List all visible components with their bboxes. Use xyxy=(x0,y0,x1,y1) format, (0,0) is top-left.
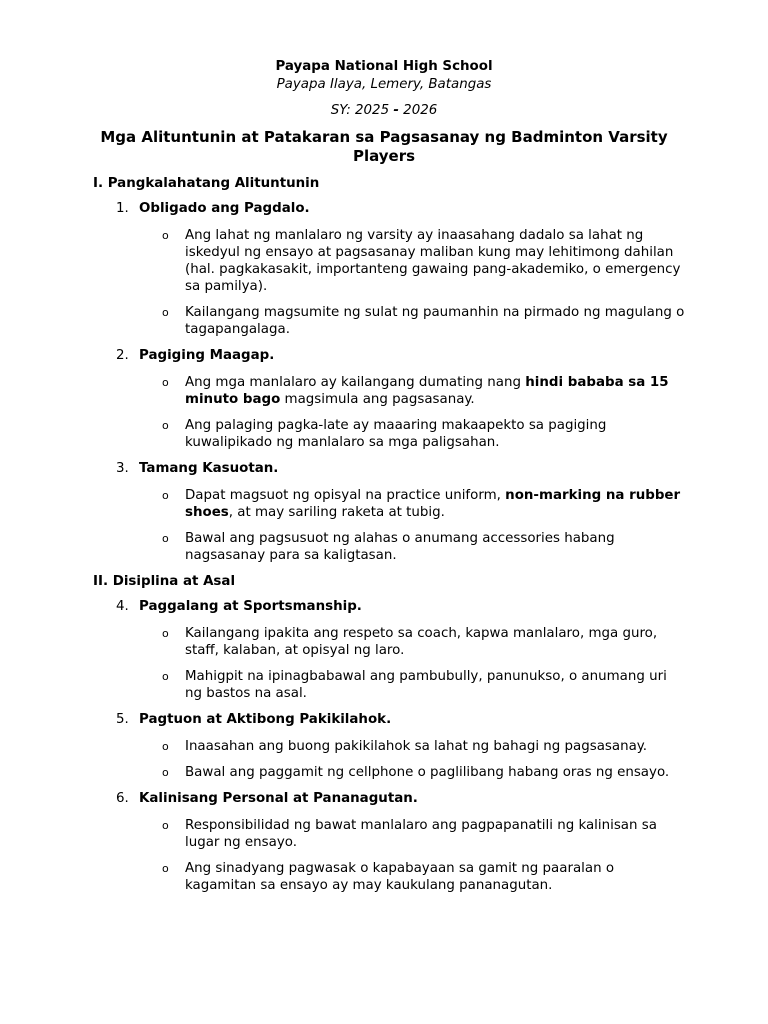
school-year-suffix: 2026 xyxy=(398,103,438,118)
bullet-circle-icon: o xyxy=(162,670,169,683)
bullet-circle-icon: o xyxy=(162,419,169,432)
bullet-circle-icon: o xyxy=(162,306,169,319)
rule-heading xyxy=(93,347,693,364)
bullet-item xyxy=(93,530,685,564)
bullet-text-part: Ang mga manlalaro ay kailangang dumating nang xyxy=(185,375,526,390)
bullet-list xyxy=(93,227,693,338)
section-heading: I. Pangkalahatang Alituntunin xyxy=(93,176,320,191)
bullet-text-emphasis: non-marking na rubber shoes xyxy=(185,488,681,520)
rule-title: Pagtuon at Aktibong Pakikilahok. xyxy=(139,712,392,727)
rule-item xyxy=(93,460,693,564)
bullet-circle-icon: o xyxy=(162,229,169,242)
rule-item xyxy=(93,200,693,338)
bullet-list xyxy=(93,625,693,702)
bullet-circle-icon: o xyxy=(162,489,169,502)
rule-number: 5. xyxy=(116,712,129,727)
rule-item xyxy=(93,711,693,781)
bullet-item xyxy=(93,817,685,851)
bullet-text: Responsibilidad ng bawat manlalaro ang pagpapanatili ng kalinisan sa lugar ng ensayo. xyxy=(185,818,657,850)
bullet-list xyxy=(93,817,693,894)
bullet-item xyxy=(93,227,685,295)
bullet-text: Ang palaging pagka-late ay maaaring makaapekto sa pagiging kuwalipikado ng manlalaro sa mga paligsahan. xyxy=(185,418,607,450)
document-header xyxy=(0,58,768,120)
bullet-item xyxy=(93,417,685,451)
bullet-text: Kailangang magsumite ng sulat ng paumanhin na pirmado ng magulang o tagapangalaga. xyxy=(185,305,685,337)
document-body xyxy=(93,175,693,903)
bullet-text xyxy=(185,375,669,407)
rule-heading xyxy=(93,711,693,728)
rule-title: Tamang Kasuotan. xyxy=(139,461,279,476)
rule-title: Paggalang at Sportsmanship. xyxy=(139,599,362,614)
bullet-circle-icon: o xyxy=(162,627,169,640)
bullet-item xyxy=(93,668,685,702)
rule-heading xyxy=(93,200,693,217)
rule-heading xyxy=(93,598,693,615)
bullet-text-part: magsimula ang pagsasanay. xyxy=(280,392,475,407)
rule-number: 4. xyxy=(116,599,129,614)
rule-number: 6. xyxy=(116,791,129,806)
rule-item xyxy=(93,598,693,702)
rule-number: 2. xyxy=(116,348,129,363)
bullet-circle-icon: o xyxy=(162,740,169,753)
bullet-item xyxy=(93,764,685,781)
bullet-circle-icon: o xyxy=(162,376,169,389)
bullet-item xyxy=(93,860,685,894)
bullet-text: Bawal ang paggamit ng cellphone o paglilibang habang oras ng ensayo. xyxy=(185,765,670,780)
bullet-circle-icon: o xyxy=(162,819,169,832)
bullet-text: Kailangang ipakita ang respeto sa coach, kapwa manlalaro, mga guro, staff, kalaban, at opisyal ng laro. xyxy=(185,626,658,658)
rule-heading xyxy=(93,790,693,807)
bullet-item xyxy=(93,487,685,521)
rule-number: 3. xyxy=(116,461,129,476)
bullet-item xyxy=(93,304,685,338)
rule-number: 1. xyxy=(116,201,129,216)
section-heading: II. Disiplina at Asal xyxy=(93,574,236,589)
bullet-circle-icon: o xyxy=(162,766,169,779)
document-title: Mga Alituntunin at Patakaran sa Pagsasanay ng Badminton Varsity Players xyxy=(100,128,668,165)
bullet-text: Ang lahat ng manlalaro ng varsity ay inaasahang dadalo sa lahat ng iskedyul ng ensayo at pagsasanay maliban kung may lehitimong dahilan (hal. pagkakasakit, importanteng gawaing pang-akademiko, o emergency sa pamilya). xyxy=(185,228,681,294)
bullet-list xyxy=(93,738,693,781)
school-year-prefix: SY: 2025 xyxy=(330,103,394,118)
school-name: Payapa National High School xyxy=(275,59,493,74)
bullet-text: Ang sinadyang pagwasak o kapabayaan sa gamit ng paaralan o kagamitan sa ensayo ay may kaukulang pananagutan. xyxy=(185,861,615,893)
bullet-item xyxy=(93,625,685,659)
rule-heading xyxy=(93,460,693,477)
section-discipline xyxy=(93,573,693,894)
bullet-circle-icon: o xyxy=(162,532,169,545)
bullet-text: Inaasahan ang buong pakikilahok sa lahat ng bahagi ng pagsasanay. xyxy=(185,739,648,754)
bullet-list xyxy=(93,487,693,564)
bullet-item xyxy=(93,738,685,755)
bullet-text: Bawal ang pagsusuot ng alahas o anumang accessories habang nagsasanay para sa kaligtasan. xyxy=(185,531,615,563)
bullet-text-emphasis: hindi bababa sa 15 minuto bago xyxy=(185,375,669,407)
bullet-text: Mahigpit na ipinagbabawal ang pambubully, panunukso, o anumang uri ng bastos na asal. xyxy=(185,669,667,701)
bullet-list xyxy=(93,374,693,451)
bullet-circle-icon: o xyxy=(162,862,169,875)
section-general-rules xyxy=(93,175,693,564)
rule-item xyxy=(93,347,693,451)
school-address: Payapa Ilaya, Lemery, Batangas xyxy=(276,77,492,92)
school-year xyxy=(0,102,768,120)
rule-title: Pagiging Maagap. xyxy=(139,348,275,363)
bullet-text-part: Dapat magsuot ng opisyal na practice uniform, xyxy=(185,488,506,503)
school-year-dash: - xyxy=(393,103,399,118)
bullet-text-part: , at may sariling raketa at tubig. xyxy=(228,505,445,520)
rule-item xyxy=(93,790,693,894)
rule-title: Obligado ang Pagdalo. xyxy=(139,201,310,216)
bullet-text xyxy=(185,488,680,520)
bullet-item xyxy=(93,374,685,408)
rule-title: Kalinisang Personal at Pananagutan. xyxy=(139,791,418,806)
